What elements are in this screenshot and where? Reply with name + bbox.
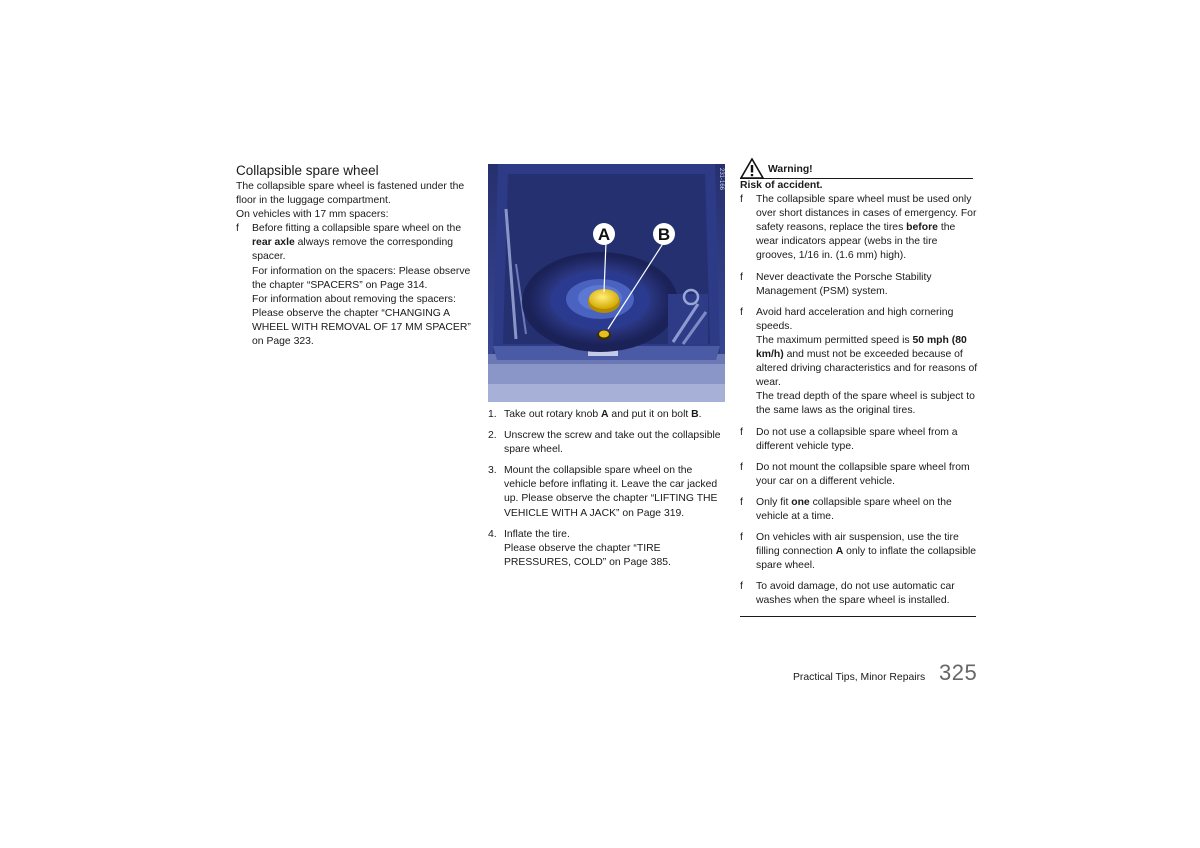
step-item: 3. Mount the collapsible spare wheel on the vehicle before inflating it. Leave the car jacked up. Please observe the chapter “LIFTING THE VEHICLE WITH A JACK” on Page 319. [488,465,718,519]
warning-title: Warning! [768,164,813,175]
spacer-note [236,222,474,349]
warning-triangle-icon [740,158,764,179]
warning-item: f Never deactivate the Porsche Stability Management (PSM) system. [740,271,932,297]
step-item: 2. Unscrew the screw and take out the collapsible spare wheel. [488,430,721,456]
risk-heading: Risk of accident. [740,180,823,191]
condition-paragraph: On vehicles with 17 mm spacers: [236,209,389,221]
intro-paragraph: The collapsible spare wheel is fastened under the floor in the luggage compartment. [236,181,465,207]
left-column [236,162,474,356]
spacer-note-line: For information on the spacers: Please observe the chapter “SPACERS” on Page 314. [252,265,471,291]
warning-column [740,160,978,617]
warning-header [740,160,973,179]
step-item: 4. Inflate the tire. Please observe the chapter “TIRE PRESSURES, COLD” on Page 385. [488,528,671,568]
spacer-note-text: Before fitting a collapsible spare wheel on the rear axle always remove the corresponding spacer. [252,223,462,263]
section-title: Collapsible spare wheel [236,163,379,178]
figure-label-b: B [657,225,671,244]
warning-end-rule [740,616,976,617]
warning-item: f The collapsible spare wheel must be used only over short distances in cases of emergency. For safety reasons, replace the tires before the wear indicators appear (webs in the tire grooves, 1/16 in. (1.6 mm) high). [740,194,977,262]
warning-item: f On vehicles with air suspension, use the tire filling connection A only to inflate the collapsible spare wheel. [740,532,977,572]
spare-wheel-photo [488,164,725,402]
figure-code: 231-166 [718,168,724,191]
warning-item: f Avoid hard acceleration and high cornering speeds. The maximum permitted speed is 50 mph (80 km/h) and must not be exceeded because of altered driving characteristics and for reasons of wear. The tread depth of the spare wheel is subject to the same laws as the original tires. [740,306,978,417]
figure-label-a: A [597,225,611,244]
warning-item: f Do not use a collapsible spare wheel from a different vehicle type. [740,426,958,452]
page-number: 325 [939,660,978,685]
warning-item: f Only fit one collapsible spare wheel on the vehicle at a time. [740,496,952,522]
spacer-note-line: For information about removing the spacers: Please observe the chapter “CHANGING A WHEEL WITH REMOVAL OF 17 MM SPACER” on Page 323. [252,293,471,348]
warning-item: f To avoid damage, do not use automatic car washes when the spare wheel is installed. [740,581,955,607]
bullet-marker: f [236,223,239,235]
steps-column [488,408,726,577]
step-item: 1. Take out rotary knob A and put it on bolt B. [488,409,702,420]
warning-item: f Do not mount the collapsible spare wheel from your car on a different vehicle. [740,461,970,487]
footer-chapter: Practical Tips, Minor Repairs [793,672,926,683]
